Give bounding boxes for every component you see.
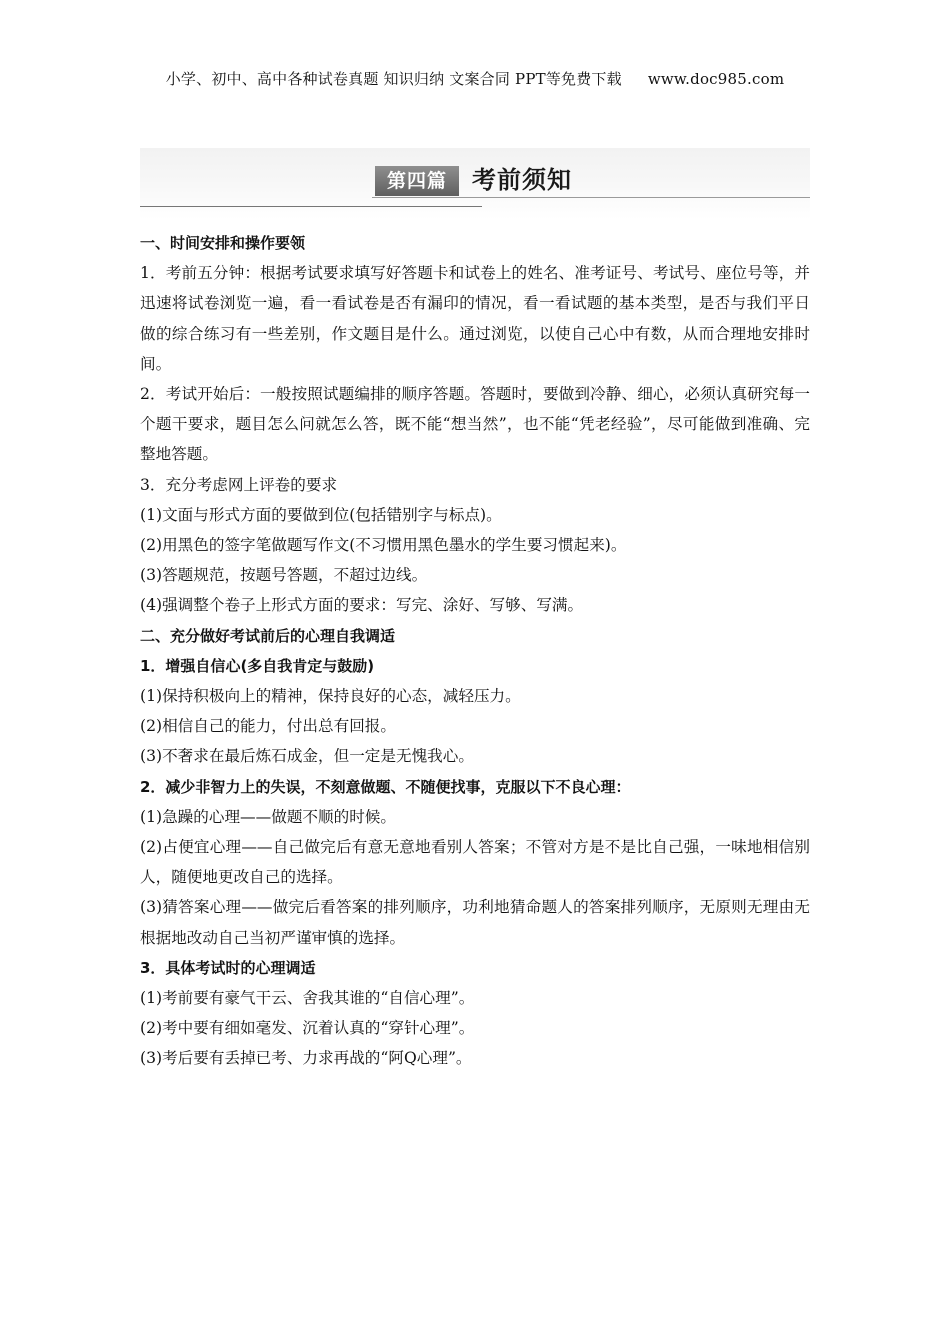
paragraph: 1．考前五分钟：根据考试要求填写好答题卡和试卷上的姓名、准考证号、考试号、座位号等，并迅速将试卷浏览一遍，看一看试卷是否有漏印的情况，看一看试题的基本类型，是否与我们平日做的综合练习有一些差别，作文题目是什么。通过浏览，以使自己心中有数，从而合理地安排时间。 [140, 264, 810, 373]
document-body [140, 228, 810, 1074]
section-heading: 二、充分做好考试前后的心理自我调适 [140, 626, 396, 645]
list-item: (1)保持积极向上的精神，保持良好的心态，减轻压力。 [140, 687, 521, 706]
list-item: (2)用黑色的签字笔做题写作文(不习惯用黑色墨水的学生要习惯起来)。 [140, 536, 627, 555]
page-title: 考前须知 [472, 166, 572, 194]
list-item: (3)不奢求在最后炼石成金，但一定是无愧我心。 [140, 747, 474, 766]
list-item: (2)占便宜心理——自己做完后有意无意地看别人答案；不管对方是不是比自己强，一味地相信别人，随便地更改自己的选择。 [140, 838, 810, 887]
list-item: (2)考中要有细如毫发、沉着认真的“穿针心理”。 [140, 1019, 475, 1038]
list-item: (2)相信自己的能力，付出总有回报。 [140, 717, 396, 736]
list-item: (1)考前要有豪气干云、舍我其谁的“自信心理”。 [140, 989, 475, 1008]
list-item: (1)急躁的心理——做题不顺的时候。 [140, 807, 396, 826]
section-heading: 一、时间安排和操作要领 [140, 234, 306, 252]
banner-divider-left [140, 206, 482, 207]
list-item: (3)考后要有丢掉已考、力求再战的“阿Q心理”。 [140, 1049, 472, 1068]
list-item: (3)答题规范，按题号答题，不超过边线。 [140, 566, 428, 585]
list-item: (1)文面与形式方面的要做到位(包括错别字与标点)。 [140, 505, 502, 524]
list-item: (4)强调整个卷子上形式方面的要求：写完、涂好、写够、写满。 [140, 596, 584, 615]
sub-heading: 1．增强自信心(多自我肯定与鼓励) [140, 656, 375, 675]
header-url[interactable]: www.doc985.com [647, 70, 785, 88]
paragraph: 3．充分考虑网上评卷的要求 [140, 475, 338, 494]
part-label: 第四篇 [375, 166, 459, 196]
page-header [0, 68, 950, 89]
list-item: (3)猜答案心理——做完后看答案的排列顺序，功利地猜命题人的答案排列顺序，无原则无理由无根据地改动自己当初严谨审慎的选择。 [140, 898, 810, 947]
sub-heading: 2．减少非智力上的失误，不刻意做题、不随便找事，克服以下不良心理： [140, 777, 631, 796]
paragraph: 2．考试开始后：一般按照试题编排的顺序答题。答题时，要做到冷静、细心，必须认真研究每一个题干要求，题目怎么问就怎么答，既不能“想当然”，也不能“凭老经验”，尽可能做到准确、完整地答题。 [140, 385, 810, 464]
banner-divider-right [372, 197, 810, 198]
sub-heading: 3．具体考试时的心理调适 [140, 958, 316, 977]
header-tagline: 小学、初中、高中各种试卷真题 知识归纳 文案合同 PPT等免费下载 [165, 70, 622, 88]
